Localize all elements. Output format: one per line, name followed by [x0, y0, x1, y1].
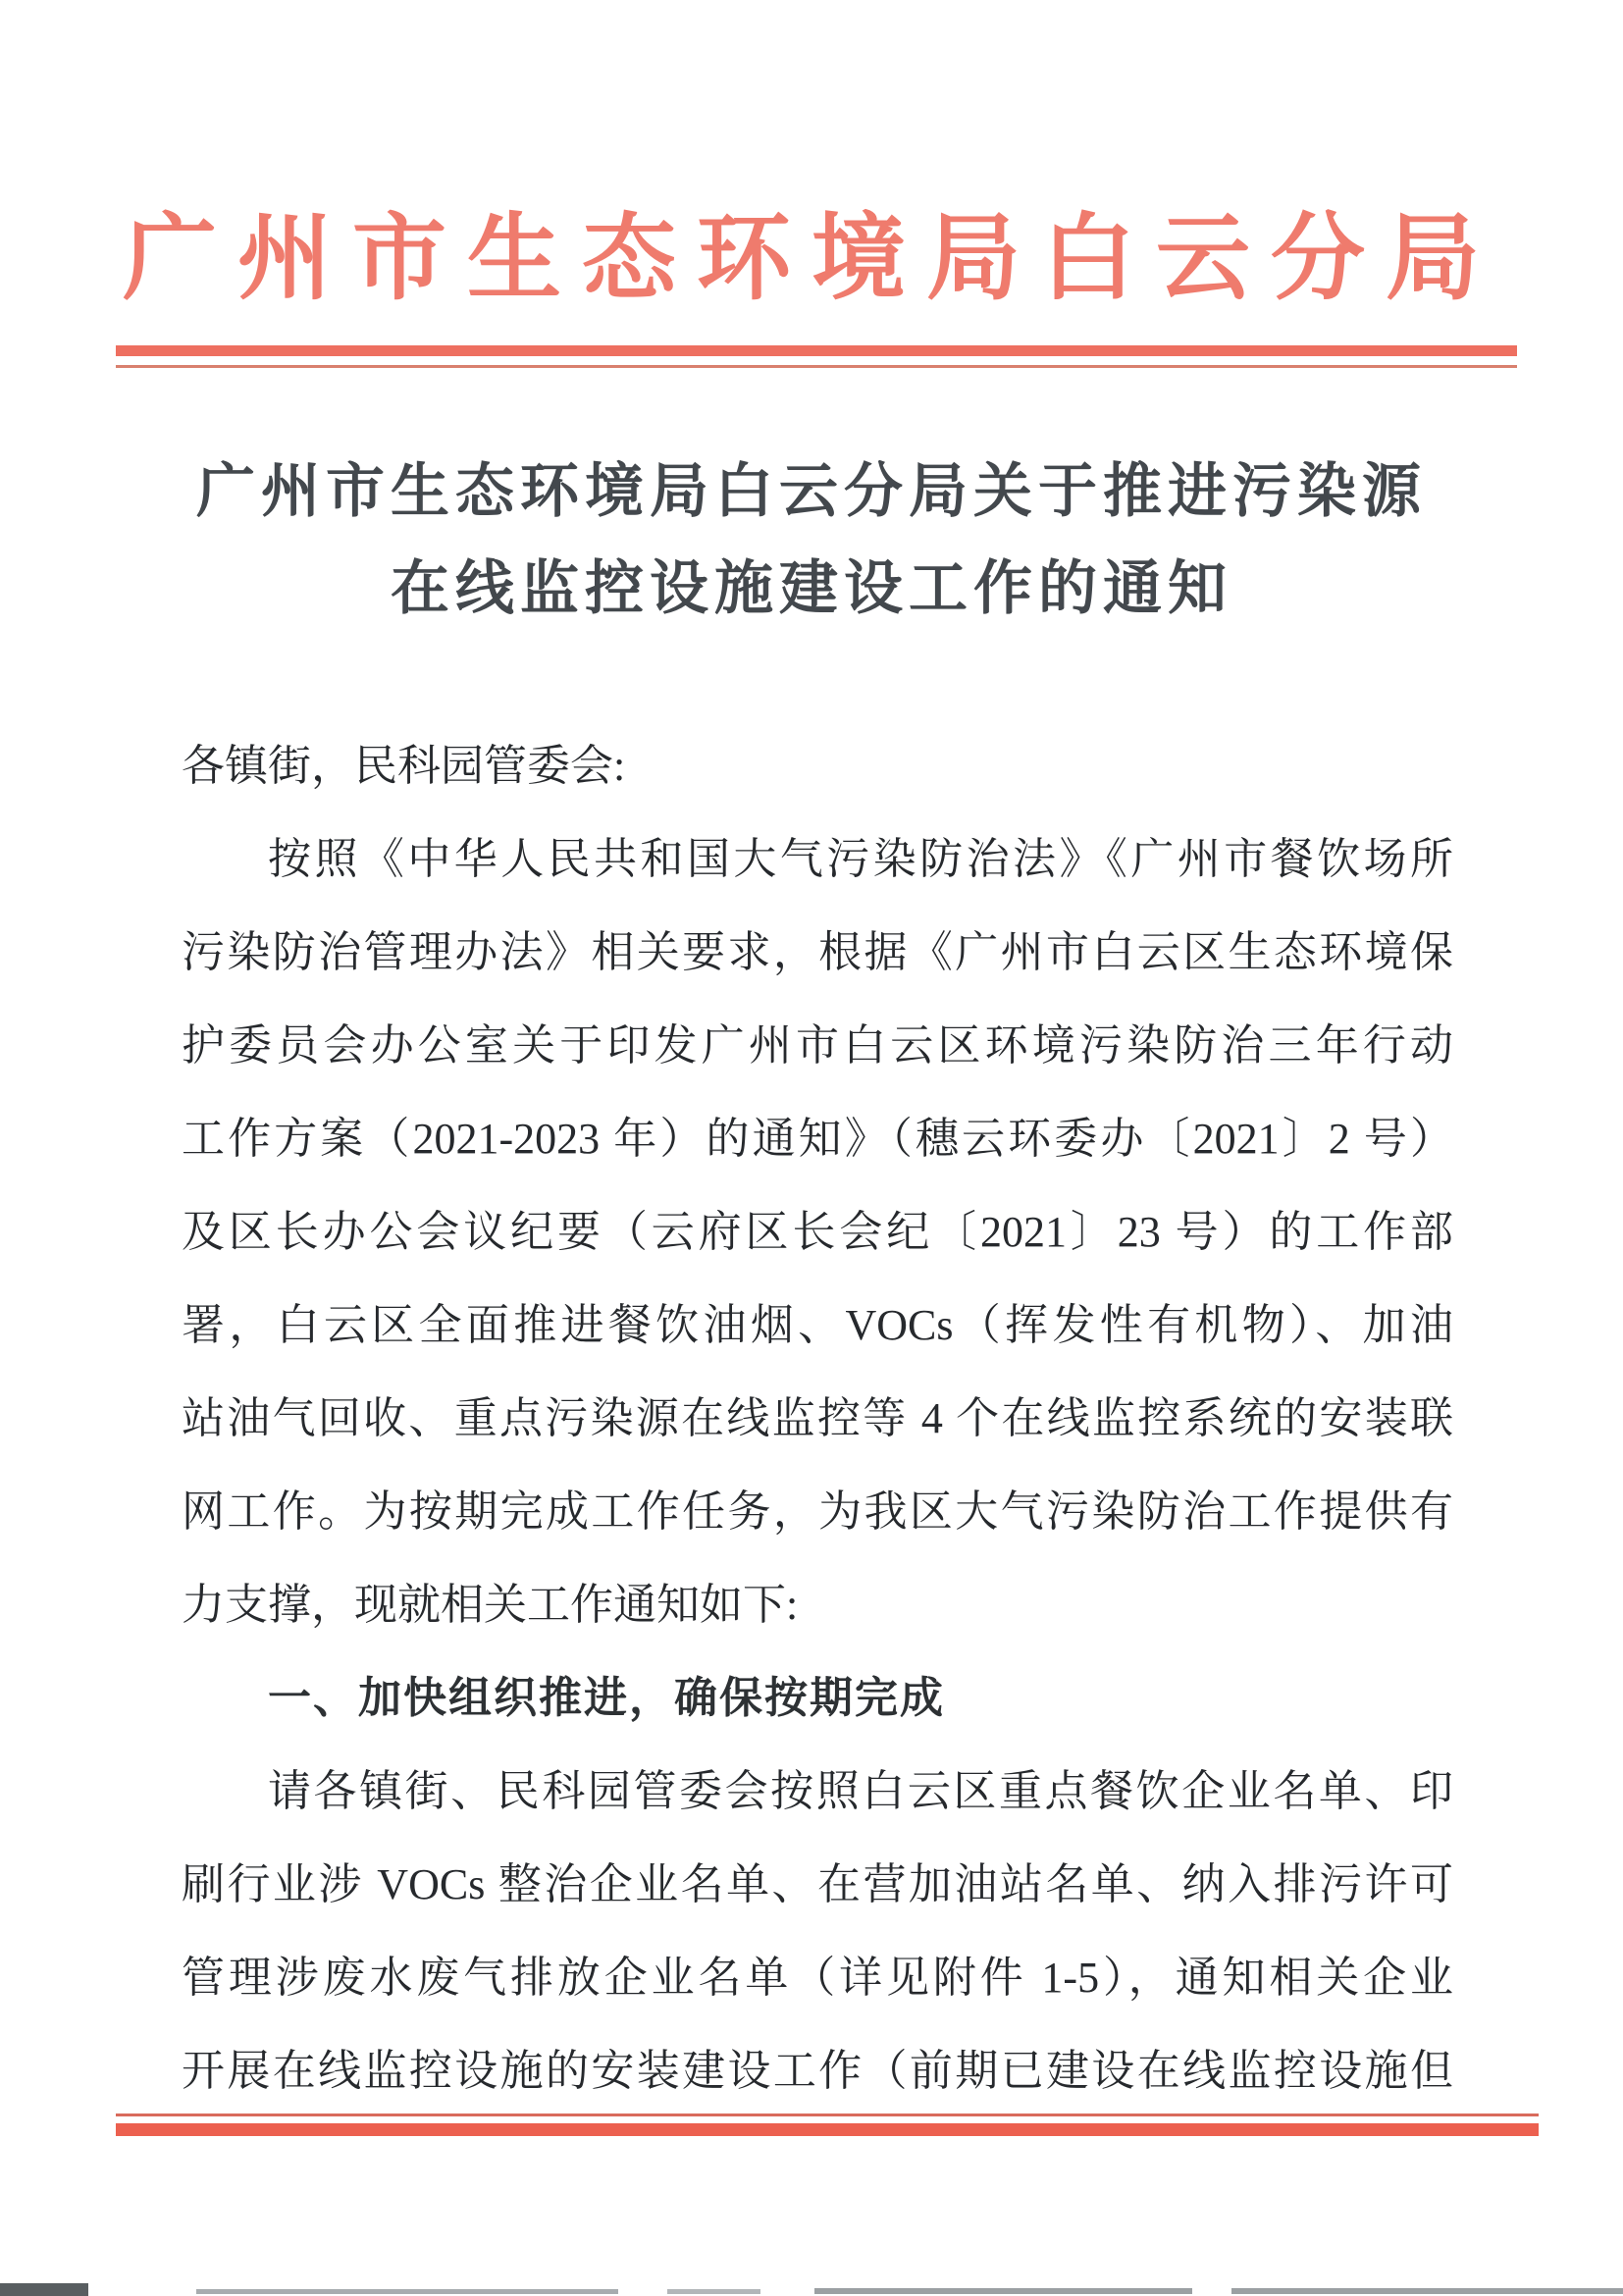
- letterhead-rule-thick: [116, 345, 1517, 356]
- paragraph-line: 开展在线监控设施的安装建设工作（前期已建设在线监控设施但: [182, 2047, 1453, 2095]
- document-title-line-2: 在线监控设施建设工作的通知: [391, 556, 1232, 621]
- paragraph-line: 刷行业涉 VOCs 整治企业名单、在营加油站名单、纳入排污许可: [182, 1860, 1453, 1908]
- paragraph-line: 污染防治管理办法》相关要求，根据《广州市白云区生态环境保: [182, 928, 1453, 976]
- document-body: [182, 719, 1453, 2117]
- salutation-line: 各镇街，民科园管委会:: [182, 742, 626, 790]
- scan-artifact: [196, 2289, 618, 2294]
- paragraph-1: [182, 812, 1453, 1651]
- paragraph-line: 工作方案（2021-2023 年）的通知》（穗云环委办〔2021〕2 号）: [182, 1115, 1453, 1163]
- document-title-line-1: 广州市生态环境局白云分局关于推进污染源: [196, 459, 1427, 524]
- paragraph-line: 及区长办公会议纪要（云府区长会纪〔2021〕23 号）的工作部: [182, 1208, 1453, 1256]
- paragraph-2: [182, 1745, 1453, 2117]
- paragraph-line: 请各镇街、民科园管委会按照白云区重点餐饮企业名单、印: [268, 1767, 1453, 1815]
- paragraph-line: 管理涉废水废气排放企业名单（详见附件 1-5），通知相关企业: [182, 1954, 1453, 2002]
- letterhead-org-name: 广州市生态环境局白云分局: [123, 206, 1500, 311]
- letterhead-rule-thin: [116, 365, 1517, 368]
- paragraph-line: 站油气回收、重点污染源在线监控等 4 个在线监控系统的安装联: [182, 1394, 1453, 1442]
- paragraph-line: 力支撑，现就相关工作通知如下:: [182, 1581, 799, 1629]
- scan-artifact: [1231, 2288, 1623, 2294]
- scan-artifact: [0, 2283, 88, 2296]
- scan-artifact: [667, 2289, 760, 2294]
- footer-rule-thin: [116, 2113, 1539, 2116]
- section-heading-1: 一、加快组织推进，确保按期完成: [268, 1674, 945, 1722]
- scan-artifact: [814, 2288, 1192, 2294]
- paragraph-line: 护委员会办公室关于印发广州市白云区环境污染防治三年行动: [182, 1021, 1453, 1070]
- paragraph-line: 网工作。为按期完成工作任务，为我区大气污染防治工作提供有: [182, 1487, 1453, 1536]
- document-title: [0, 444, 1623, 638]
- paragraph-line: 署，白云区全面推进餐饮油烟、VOCs（挥发性有机物）、加油: [182, 1301, 1453, 1349]
- paragraph-line: 按照《中华人民共和国大气污染防治法》《广州市餐饮场所: [268, 835, 1453, 883]
- footer-rule-thick: [116, 2123, 1539, 2136]
